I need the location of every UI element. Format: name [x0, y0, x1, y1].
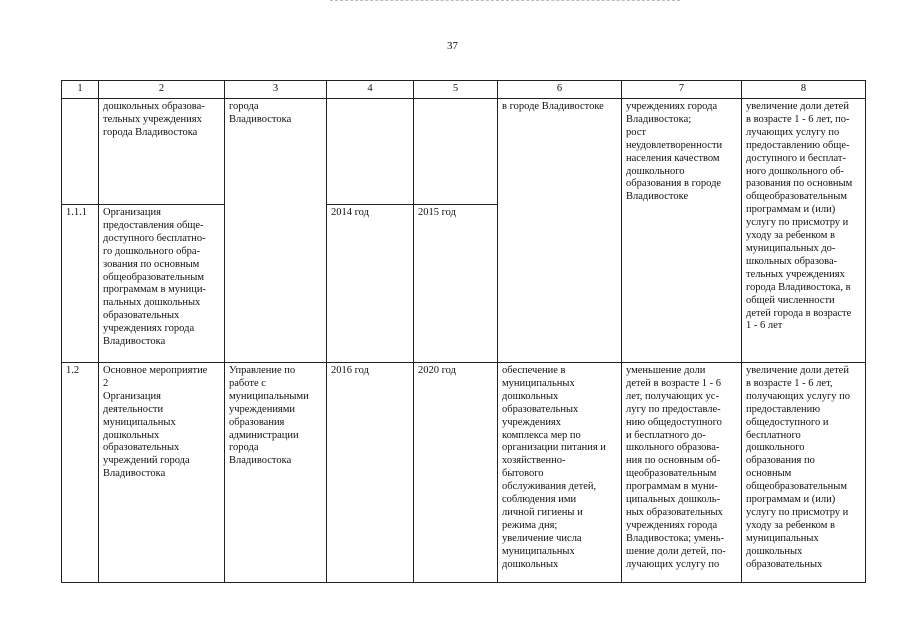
cell-num-1-2: 1.2: [62, 363, 99, 583]
header-cell-3: 3: [225, 81, 327, 99]
cell-end-continued: [414, 99, 498, 205]
cell-indicators-continued: увеличение доли детей в возрасте 1 - 6 лет, по- лучающих услугу по предоставлению обще- доступного и бесплат- ного дошкольного об- разования по основным общеобразовательным программам и (или) услугу по присмотру и уходу за ребенком в муниципальных до- школьных образова- тельных учреждениях города Владивостока, в общей численности детей города в возрасте 1 - 6 лет: [742, 99, 866, 363]
header-cell-1: 1: [62, 81, 99, 99]
header-row: [62, 81, 866, 99]
header-cell-2: 2: [99, 81, 225, 99]
cell-consequences-continued: учреждениях города Владивостока; рост неудовлетворенности населения качеством дошкольного образования в городе Владивостоке: [622, 99, 742, 363]
cell-result-continued: в городе Владивостоке: [498, 99, 622, 363]
cell-num-continued: [62, 99, 99, 205]
page-number: 37: [447, 40, 458, 52]
cell-start-1-1-1: 2014 год: [327, 205, 414, 363]
cell-result-1-2: обеспечение в муниципальных дошкольных образовательных учреждениях комплекса мер по организации питания и хозяйственно- бытового обслуживания детей, соблюдения ими личной гигиены и режима дня; увеличение числа муниципальных дошкольных: [498, 363, 622, 583]
cell-name-1-1-1: Организация предоставления обще- доступного бесплатно- го дошкольного обра- зования по основным общеобразовательным программам в муници- пальных дошкольных образовательных учреждениях города Владивостока: [99, 205, 225, 363]
cell-end-1-2: 2020 год: [414, 363, 498, 583]
header-cell-5: 5: [414, 81, 498, 99]
table-row-1-2: [62, 363, 866, 583]
cell-executor-continued: города Владивостока: [225, 99, 327, 363]
measures-table: [61, 80, 866, 583]
scan-top-edge: [330, 0, 680, 2]
cell-end-1-1-1: 2015 год: [414, 205, 498, 363]
cell-num-1-1-1: 1.1.1: [62, 205, 99, 363]
cell-indicators-1-2: увеличение доли детей в возрасте 1 - 6 лет, получающих услугу по предоставлению общедоступного и бесплатного дошкольного образования по основным общеобразовательным программам и (или) услугу по присмотру и уходу за ребенком в муниципальных дошкольных образовательных: [742, 363, 866, 583]
cell-start-continued: [327, 99, 414, 205]
cell-start-1-2: 2016 год: [327, 363, 414, 583]
header-cell-4: 4: [327, 81, 414, 99]
cell-name-continued: дошкольных образова- тельных учреждениях города Владивостока: [99, 99, 225, 205]
header-cell-6: 6: [498, 81, 622, 99]
cell-consequences-1-2: уменьшение доли детей в возрасте 1 - 6 лет, получающих ус- лугу по предоставле- нию общедоступного и бесплатного до- школьного образова- ния по основным об- щеобразовательным программам в муни- ципальных дошколь- ных образовательных учреждениях города Владивостока; умень- шение доли детей, по- лучающих услугу по: [622, 363, 742, 583]
header-cell-7: 7: [622, 81, 742, 99]
cell-name-1-2: Основное мероприятие 2 Организация деятельности муниципальных дошкольных образовательных учреждений города Владивостока: [99, 363, 225, 583]
header-cell-8: 8: [742, 81, 866, 99]
cell-executor-1-2: Управление по работе с муниципальными учреждениями образования администрации города Владивостока: [225, 363, 327, 583]
table-row-continued: [62, 99, 866, 205]
